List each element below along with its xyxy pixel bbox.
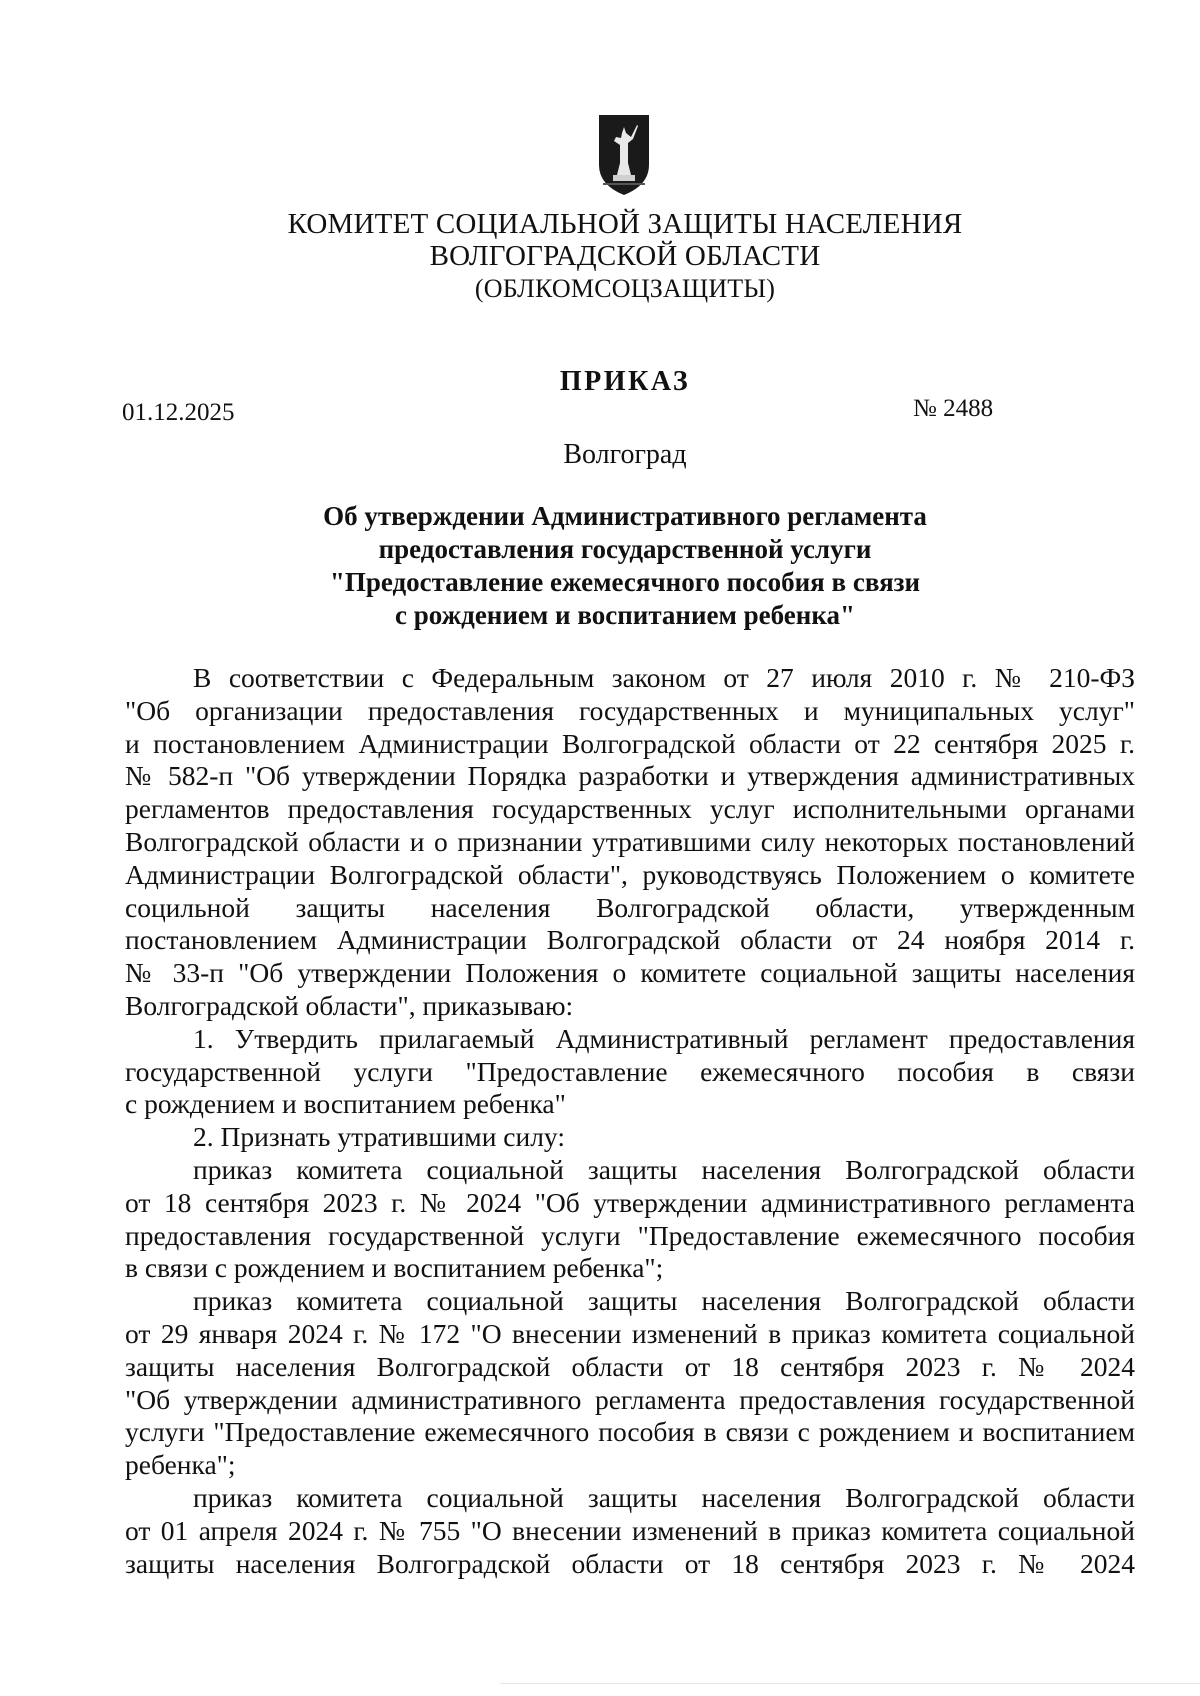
volgograd-coat-of-arms-icon [597, 113, 651, 197]
body-line: приказ комитета социальной защиты населения Волгоградской области [193, 1285, 1135, 1317]
org-name-line1: КОМИТЕТ СОЦИАЛЬНОЙ ЗАЩИТЫ НАСЕЛЕНИЯ [287, 208, 963, 240]
body-line: Волгоградской области", приказываю: [125, 989, 574, 1021]
org-name-line2: ВОЛГОГРАДСКОЙ ОБЛАСТИ [429, 240, 821, 272]
body-line: № 582-п "Об утверждении Порядка разработки и утверждения административных [125, 760, 1135, 792]
title-line: с рождением и воспитанием ребенка" [395, 600, 855, 630]
body-line: от 18 сентября 2023 г. № 2024 "Об утверждении административного регламента [125, 1186, 1135, 1218]
order-city: Волгоград [563, 439, 687, 470]
body-line: В соответствии с Федеральным законом от 27 июля 2010 г. № 210-ФЗ [193, 662, 1135, 693]
title-line: предоставления государственной услуги [378, 534, 872, 564]
document-type: ПРИКАЗ [559, 366, 691, 397]
body-line: в связи с рождением и воспитанием ребенка"; [125, 1252, 664, 1284]
body-line: "Об организации предоставления государственных и муниципальных услуг" [125, 694, 1135, 726]
body-line: ребенка"; [125, 1449, 236, 1481]
body-line: Администрации Волгоградской области", руководствуясь Положением о комитете [125, 858, 1135, 890]
body-line: 2. Признать утратившими силу: [193, 1121, 565, 1153]
body-line: приказ комитета социальной защиты населения Волгоградской области [193, 1153, 1135, 1185]
title-line: Об утверждении Административного регламента [323, 501, 927, 531]
body-line: и постановлением Администрации Волгоградской области от 22 сентября 2025 г. [125, 727, 1135, 759]
body-line: приказ комитета социальной защиты населения Волгоградской области [193, 1481, 1135, 1513]
order-date: 01.12.2025 [122, 399, 235, 426]
body-line: социльной защиты населения Волгоградской области, утвержденным [125, 891, 1135, 923]
body-line: Волгоградской области и о признании утратившими силу некоторых постановлений [125, 825, 1135, 857]
body-line: регламентов предоставления государственных услуг исполнительными органами [125, 793, 1135, 825]
body-line: постановлением Администрации Волгоградской области от 24 ноября 2014 г. [125, 924, 1135, 956]
order-number: № 2488 [913, 395, 994, 422]
body-line: с рождением и воспитанием ребенка" [125, 1088, 566, 1120]
order-title [0, 500, 1200, 632]
body-line: услуги "Предоставление ежемесячного пособия в связи с рождением и воспитанием [125, 1416, 1135, 1448]
body-line: защиты населения Волгоградской области от 18 сентября 2023 г. № 2024 [125, 1547, 1135, 1579]
org-short-name: (ОБЛКОМСОЦЗАЩИТЫ) [474, 274, 776, 303]
body-line: государственной услуги "Предоставление ежемесячного пособия в связи [125, 1055, 1135, 1087]
body-line: предоставления государственной услуги "Предоставление ежемесячного пособия [125, 1219, 1135, 1251]
body-line: № 33-п "Об утверждении Положения о комитете социальной защиты населения [125, 957, 1135, 989]
body-line: 1. Утвердить прилагаемый Административный регламент предоставления [193, 1022, 1135, 1054]
order-body [125, 662, 1135, 1580]
body-line: "Об утверждении административного регламента предоставления государственной [125, 1383, 1135, 1415]
scan-edge-divider [500, 1683, 1200, 1684]
body-line: от 01 апреля 2024 г. № 755 "О внесении изменений в приказ комитета социальной [125, 1514, 1135, 1546]
body-line: от 29 января 2024 г. № 172 "О внесении изменений в приказ комитета социальной [125, 1317, 1135, 1349]
title-line: "Предоставление ежемесячного пособия в связи [329, 567, 921, 597]
body-line: защиты населения Волгоградской области от 18 сентября 2023 г. № 2024 [125, 1350, 1135, 1382]
